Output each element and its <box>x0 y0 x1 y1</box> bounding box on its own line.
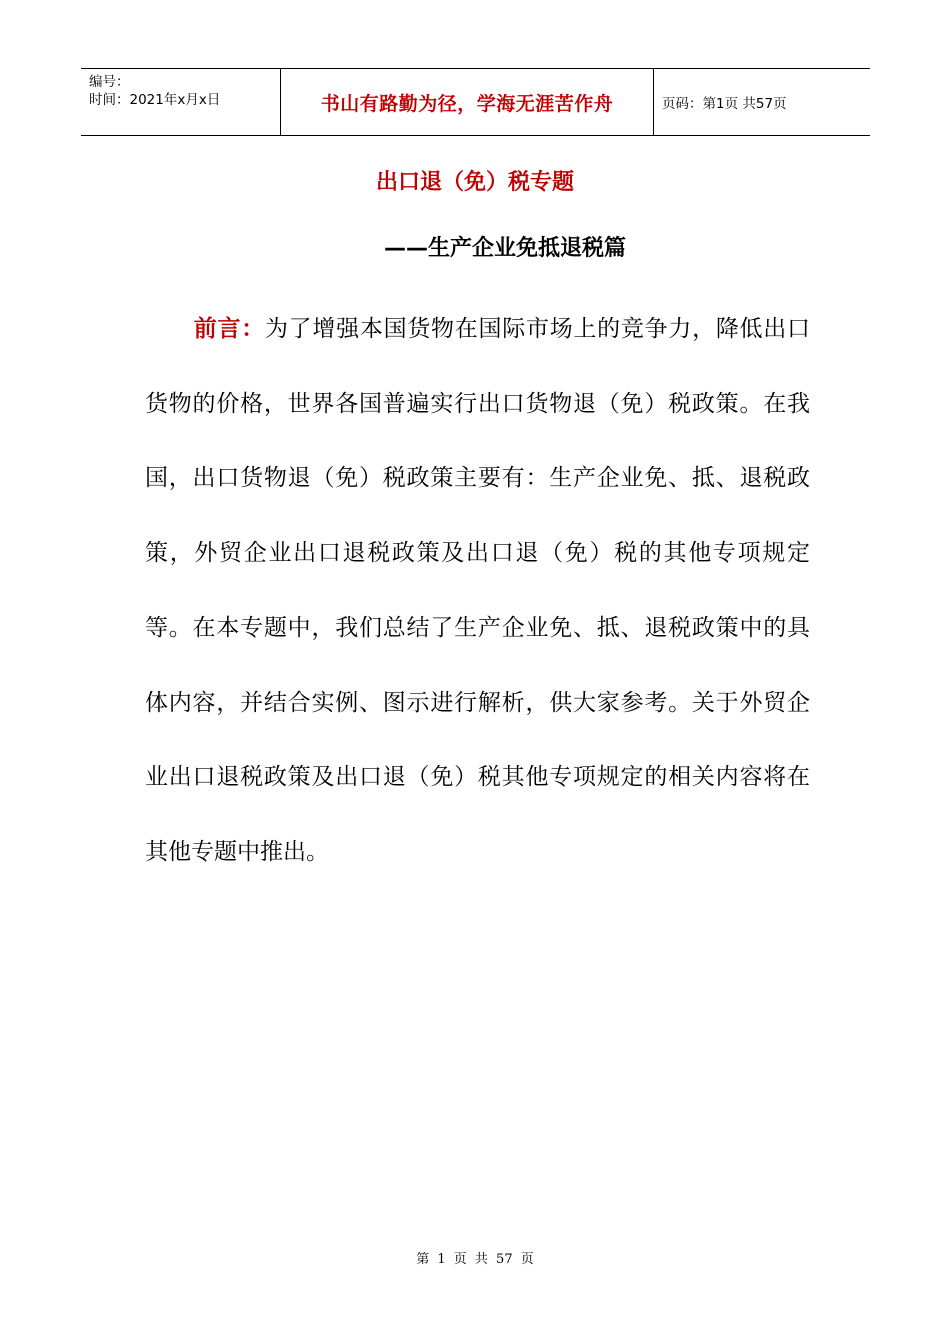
time-label: 时间：2021年x月x日 <box>89 92 221 108</box>
header-motto: 书山有路勤为径，学海无涯苦作舟 <box>320 92 614 115</box>
preface-paragraph <box>145 292 810 890</box>
preface-label: 前言： <box>193 316 265 342</box>
preface-text: 为了增强本国货物在国际市场上的竞争力，降低出口货物的价格，世界各国普遍实行出口货物退（免）税政策。在我国，出口货物退（免）税政策主要有：生产企业免、抵、退税政策，外贸企业出口退税政策及出口退（免）税的其他专项规定等。在本专题中，我们总结了生产企业免、抵、退税政策中的具体内容，并结合实例、图示进行解析，供大家参考。关于外贸企业出口退税政策及出口退（免）税其他专项规定的相关内容将在其他专题中推出。 <box>145 316 811 865</box>
page-footer: 第 1 页 共 57 页 <box>416 1252 534 1267</box>
document-title: 出口退（免）税专题 <box>375 170 574 195</box>
serial-number-label: 编号： <box>89 74 130 90</box>
document-header <box>81 68 870 136</box>
header-page-cell <box>654 69 870 135</box>
header-motto-cell <box>281 69 654 135</box>
header-page-number: 页码：第1页 共57页 <box>662 96 787 112</box>
header-info-cell <box>81 69 281 135</box>
document-subtitle: ——生产企业免抵退税篇 <box>383 236 626 261</box>
